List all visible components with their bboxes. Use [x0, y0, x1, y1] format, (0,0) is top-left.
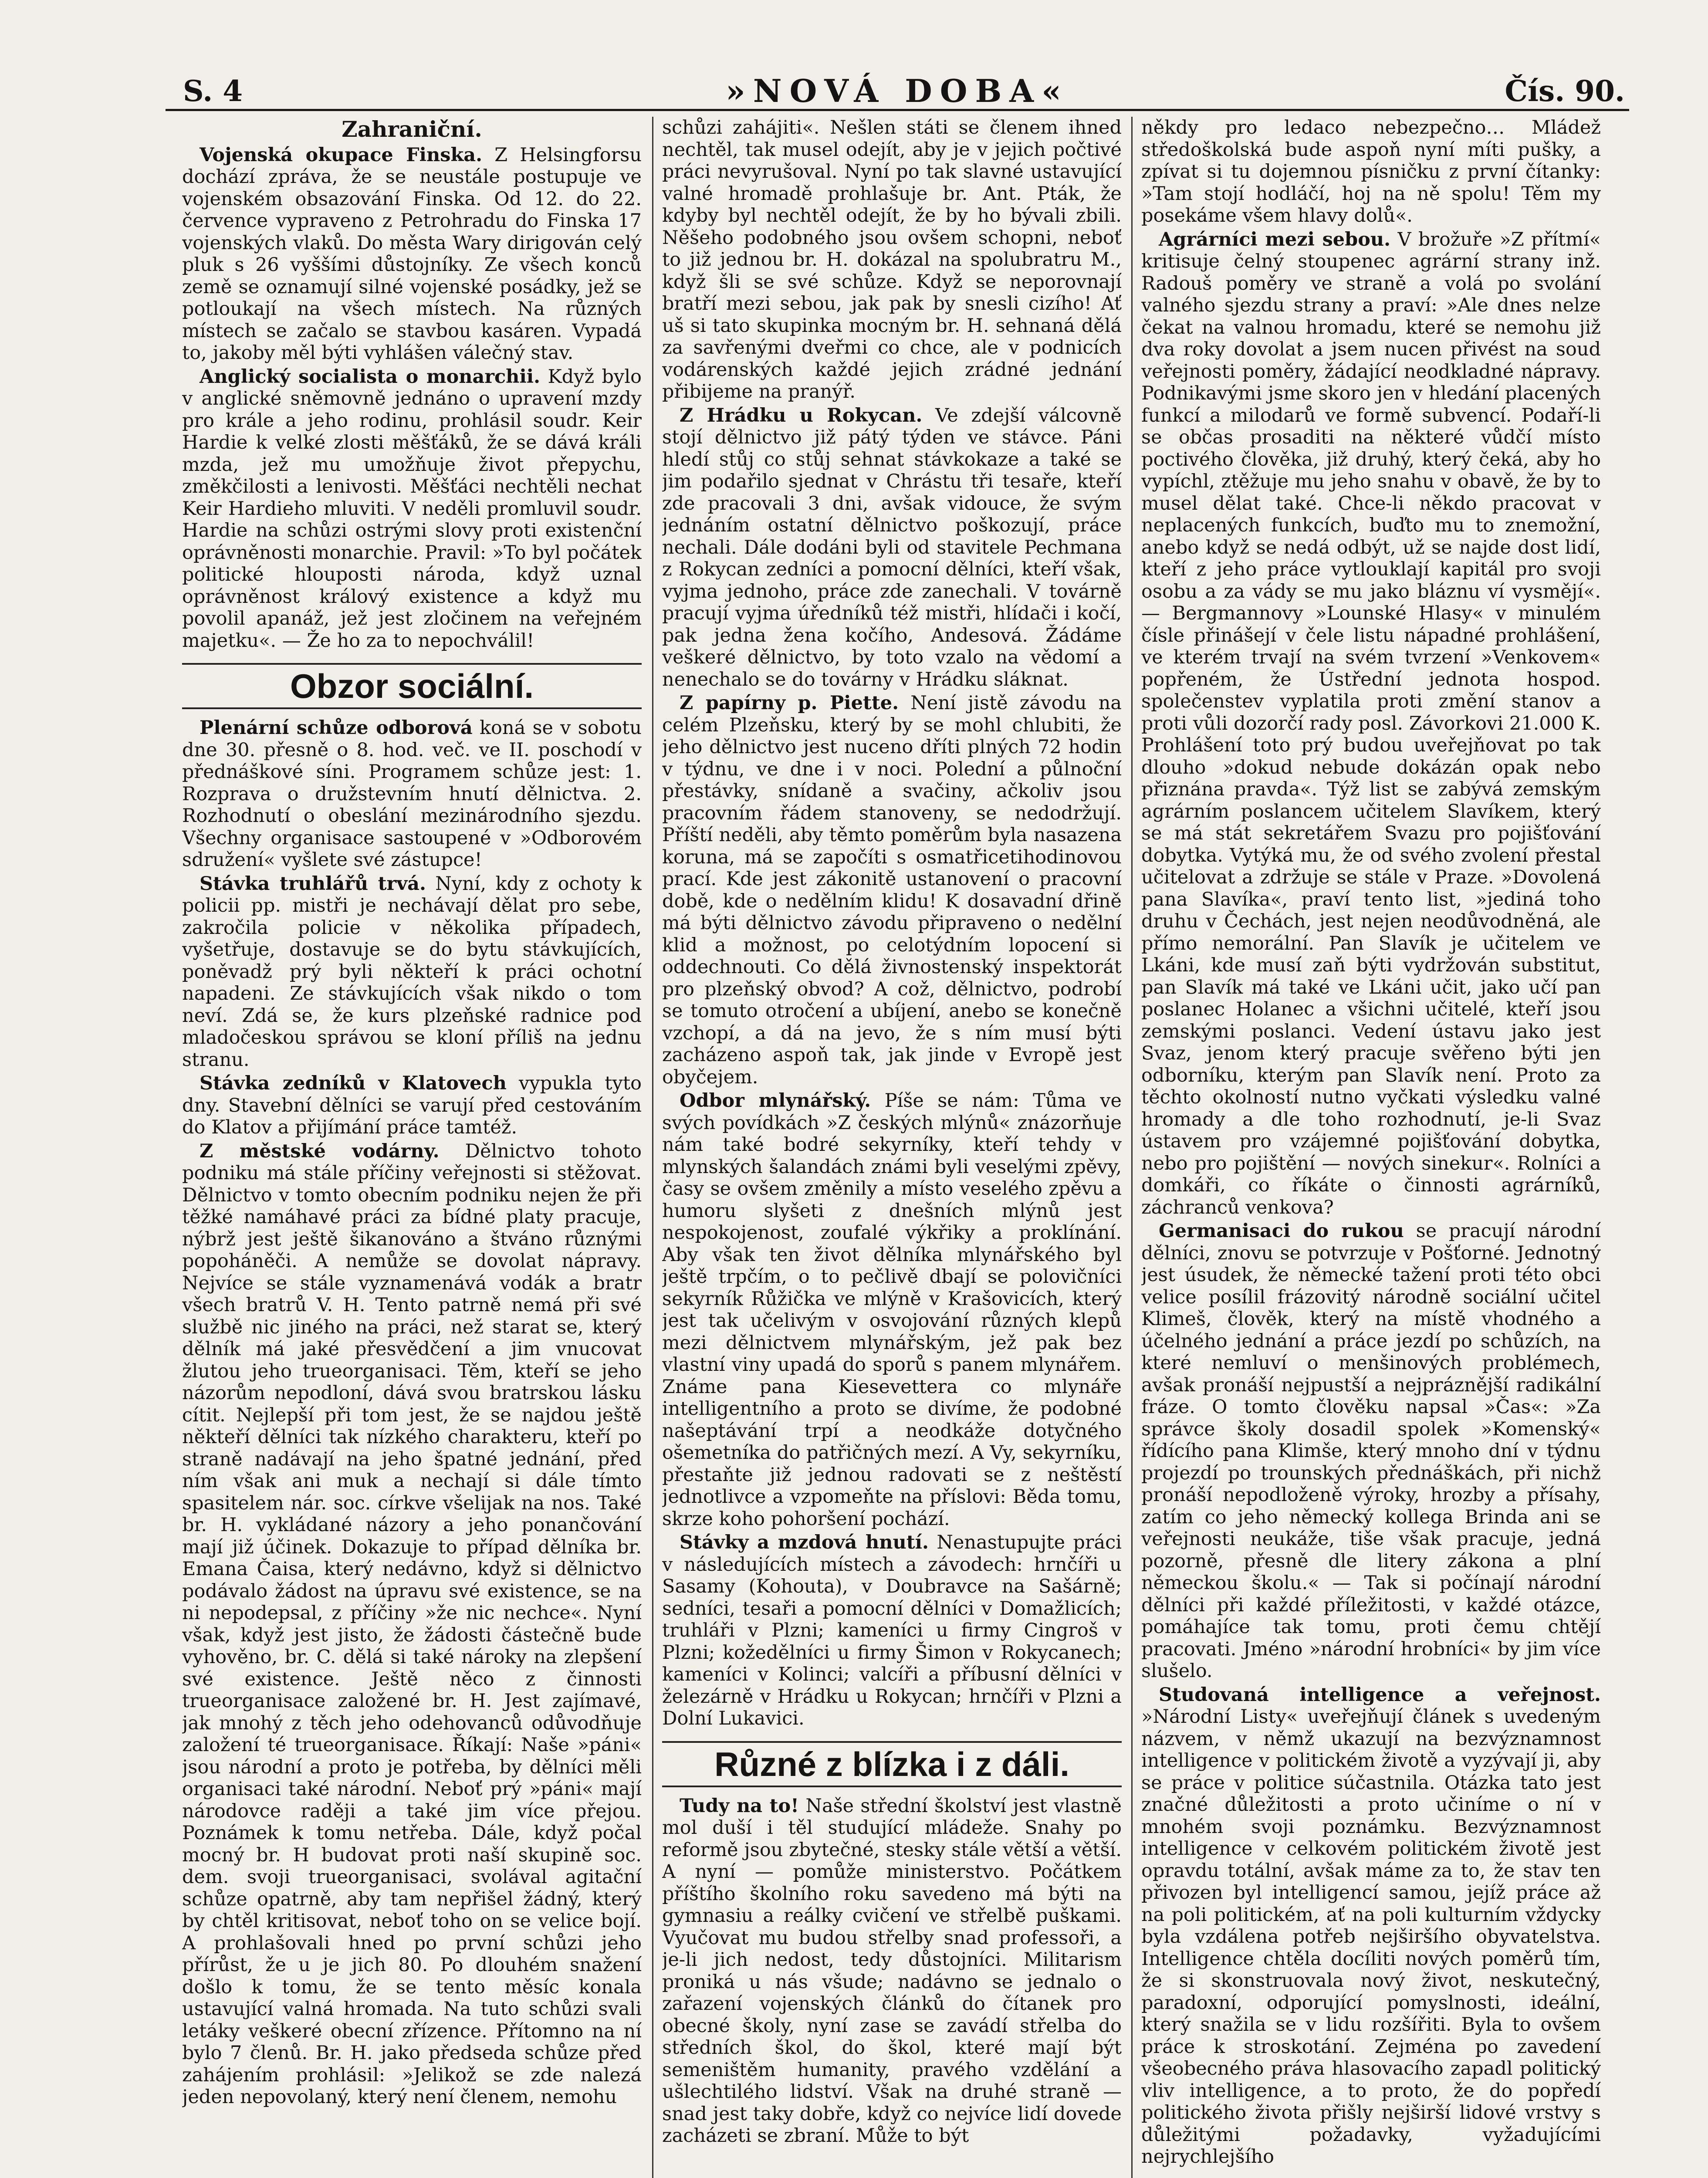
article-strikes-head: Stávky a mzdová hnutí.: [680, 1532, 929, 1553]
article-plenary-head: Plenární schůze odborová: [200, 717, 473, 739]
article-germanisation-head: Germanisaci do rukou: [1159, 1220, 1404, 1242]
column-divider-2: [1131, 117, 1133, 2178]
article-carpenters-head: Stávka truhlářů trvá.: [200, 873, 426, 895]
article-finland-text: Z Helsingforsu dochází zpráva, že se neustále postupuje ve vojenském obsazování Finska. Od 12. do 22. července vypraveno z Petrohradu do Finska 17 vojenských vlaků. Do města Wary dirigován celý pluk s 26 vyššími důstojníky. Ze všech konců země se oznamují silné vojenské posádky, jež se potloukají na všech místech. Na různých místech se začalo se stavbou kasáren. Vypadá to, jakoby měl býti vyhlášen válečný stav.: [182, 144, 642, 364]
article-finland-head: Vojenská okupace Finska.: [200, 144, 483, 166]
article-masons: [182, 1072, 642, 1139]
page-number: S. 4: [183, 74, 243, 108]
article-agrarians-text: V brožuře »Z přítmí« kritisuje čelný stoupenec agrární strany inž. Radouš poměry ve straně a volá po svolání valného sjezdu strany a praví: »Ale dnes nelze čekat na valnou hromadu, které se nemohu již dva roky dovolat a jsem nucen přivést na soud veřejnosti poměry, žádající neodkladné nápravy. Podnikavými jsme skoro jen v hledání placených funkcí a milodarů ve formě subvencí. Podaří-li se občas prosaditi na některé vůdčí místo poctivého člověka, již druhý, který čeká, aby ho vypíchl, ztěžuje mu jeho snahu v obavě, že by to musel dělat také. Chce-li někdo pracovat v neplacených funkcích, buďto mu to znemožní, anebo když se nedá odbýt, už se najde dost lidí, kteří z jeho práce vytlouklají kapitál pro svoji osobu a za vády se mu jako bláznu ví vysmějí«. — Bergmannovy »Lounské Hlasy« v minulém čísle přinášejí v čele listu nápadné prohlášení, ve kterém trvají na svém tvrzení »Venkovem« popřeném, že Ústřední jednota hospod. společenstev vyplatila proti změní stanov a proti vůli dozorčí rady posl. Závorkovi 21.000 K. Prohlášení toto prý budou uveřejňovat po tak dlouho »dokud nebude dokázán opak nebo přiznána pravda«. Týž list se zabývá zemským agrárním poslancem učitelem Slavíkem, který se má stát sekretářem Svazu pro pojišťování dobytka. Vytýká mu, že od svého zvolení přestal učitelovat a zdržuje se stále v Praze. »Dovolená pana Slavíka«, praví tento list, »jediná toho druhu v Čechách, jest nejen neodůvodněná, ale přímo nemorální. Pan Slavík je učitelem ve Lkáni, kde musí zaň býti vydržován substitut, pan Slavík má také ve Lkáni učit, jako učí pan poslanec Holanec a všichni učitelé, kteří jsou zemskými poslanci. Vedení ústavu jako jest Svaz, jenom který pracuje svěřeno býti jen odborníku, kterým pan Slavík není. Proto za těchto okolností nutno vyčkati výsledku valné hromady a dle toho rozhodnutí, je-li Svaz ústavem pro vzájemné pojišťování dobytka, nebo pro pojištění — nových sinekur«. Rolníci a domkáři, co říkáte o činnosti agrárníků, záchranců venkova?: [1141, 228, 1601, 1218]
article-schools-head: Tudy na to!: [680, 1795, 799, 1817]
article-germanisation-text: se pracují národní dělníci, znovu se potvrzuje v Pošťorné. Jednotný jest úsudek, že německé tažení proti této obci velice posílil frázovitý národně sociální učitel Klimeš, člověk, který na místě vhodného a účelného jednání a práce jezdí po schůzích, na které nemluví o menšinových problémech, avšak pronáší nejpustší a nejpráznější radikální fráze. O tomto člověku napsal »Čas«: »Za správce školy dosadil spolek »Komenský« řídícího pana Klimše, který mnoho dní v týdnu projezdí po trounských přednáškách, při nichž pronáší nepodloženě výroky, hrozby a přísahy, zatím co jeho německý kollega Brinda ani se veřejnosti neukáže, tiše však pracuje, jedná pozorně, přesně dle litery zákona a plní německou školu.« — Tak si počínají národní dělníci při každé příležitosti, v každé otázce, pomáhajíce tak tomu, proti čemu chtějí pracovati. Jméno »národní hrobníci« by jim více slušelo.: [1141, 1220, 1601, 1682]
article-masons-text: vypukla tyto dny. Stavební dělníci se varují před cestováním do Klatov a přijímání práce tamtéž.: [182, 1072, 642, 1138]
article-papermill: [662, 692, 1122, 1088]
article-hradek-text: Ve zdejší válcovně stojí dělnictvo již pátý týden ve stávce. Páni hledí stůj co stůj sehnat stávkokaze a také se jim podařilo sjednat v Chrástu tři tesaře, kteří zde pracovali 3 dni, avšak vidouce, že svým jednáním ostatní dělnictvo poškozují, práce nechali. Dále dodáni byli od stavitele Pechmana z Rokycan zedníci a pomocní dělníci, kteří však, vyjma jednoho, práce zde zanechali. V továrně pracují vyjma úředníků též mistři, hlídači i kočí, pak jedna žena kočího, Andesová. Žádáme veškeré dělnictvo, by toto vzalo na vědomí a nenechalo se do továrny v Hrádku sláknat.: [662, 404, 1122, 690]
article-masons-head: Stávka zedníků v Klatovech: [200, 1072, 507, 1094]
article-monarchy-text: Když bylo v anglické sněmovně jednáno o upravení mzdy pro krále a jeho rodinu, prohlásil soudr. Keir Hardie k velké zlosti měšťáků, že se dává králi mzda, jež mu umožňuje život přepychu, změkčilosti a lenivosti. Měšťáci nechtěli nechat Keir Hardieho mluviti. V neděli promluvil soudr. Hardie na schůzi ostrými slovy proti existenční oprávněnosti monarchie. Pravil: »To byl počátek politické hlouposti národa, když uznal oprávněnost králový existence a když mu povolil apanáž, jež jest zločinem na veřejném majetku«. — Že ho za to nepochválil!: [182, 365, 642, 652]
article-millers-head: Odbor mlynářský.: [680, 1090, 871, 1112]
article-carpenters-text: Nyní, kdy z ochoty k policii pp. mistři je nechávají dělat pro sebe, zakročila policie v několika případech, vyšetřuje, dostavuje se do bytu stávkujících, poněvadž prý byli někteří k práci ochotní napadeni. Ze stávkujících však nikdo o tom neví. Zdá se, že kurs plzeňské radnice pod mladočeskou správou se kloní příliš na jednu stranu.: [182, 873, 642, 1071]
article-carpenters: [182, 873, 642, 1071]
article-waterworks-head: Z městské vodárny.: [200, 1140, 440, 1162]
article-waterworks: [182, 1140, 642, 2108]
issue-number: Čís. 90.: [1505, 74, 1625, 108]
section-title-foreign: Zahraniční.: [342, 117, 482, 142]
article-waterworks-cont: schůzi zahájiti«. Nešlen státi se členem ihned nechtěl, tak musel odejít, aby je v jejich počtivé práci nevyrušoval. Nyní po tak slavné ustavující valné hromadě prohlašuje br. Ant. Pták, že kdyby byl nechtěl odejít, že by ho bývali zbili. Něšeho podobného jsou ovšem schopni, neboť to již jednou br. H. dokázal na spolubratru M., když šli se své schůze. Když se neporovnají bratří mezi sebou, jak pak by snesli cizího! Ať uš si tato skupinka mocným br. H. sehnaná dělá za savřenými dveřmi co chce, ale v podnicích vodárenských každé jejich zrádné jednání přibijeme na pranýř.: [662, 117, 1122, 402]
masthead-title: »NOVÁ DOBA«: [725, 72, 1069, 109]
article-plenary: [182, 717, 642, 871]
article-strikes: [662, 1532, 1122, 1730]
article-millers: [662, 1090, 1122, 1530]
article-schools-cont: někdy pro ledaco nebezpečno… Mládež středoškolská bude aspoň nyní míti pušky, a zpívat si tu dojemnou písničku z první čítanky: »Tam stojí hodláčí, hoj na ně spolu! Těm my posekáme všem hlavy dolů«.: [1141, 117, 1601, 227]
article-strikes-text: Nenastupujte práci v následujících místech a závodech: hrnčíři u Sasamy (Kohouta), v Doubravce na Sašárně; sedníci, tesaři a pomocní dělníci v Domažlicích; truhláři v Plzni; kameníci u firmy Cingroš v Plzni; kožedělníci u firmy Šimon v Rokycanech; kameníci v Kolinci; valcíři a příbusní dělníci v železárně v Hrádku u Rokycan; hrnčíři v Plzni a Dolní Lukavici.: [662, 1532, 1122, 1729]
column-1: [182, 117, 642, 2178]
article-monarchy: [182, 366, 642, 652]
column-3: [1141, 117, 1601, 2178]
article-germanisation: [1141, 1220, 1601, 1682]
article-schools-text: Naše střední školství jest vlastně mol duší i těl studující mládeže. Snahy po reformě jsou zbytečné, stesky stále větší a větší. A nyní — pomůže ministerstvo. Počátkem příštího školního roku savedeno má býti na gymnasiu a reálky cvičení ve střelbě puškami. Vyučovat mu budou střelby snad professoři, a je-li jich nedost, tedy důstojníci. Militarism proniká u nás všude; nadávno se jednalo o zařazení vojenských článků do čítanek pro obecné školy, nyní zase se zavádí střelba do středních škol, do škol, které mají být semeništěm humanity, pravého vzdělání a ušlechtilého lidství. Však na druhé straně — snad jest taky dobře, když co nejvíce lidí dovede zacházeti se zbraní. Může to být: [662, 1795, 1122, 2147]
column-2: [662, 117, 1122, 2178]
section-title-social: Obzor sociální.: [182, 663, 642, 709]
column-divider-1: [652, 117, 653, 2178]
article-intelligence: [1141, 1684, 1601, 2168]
article-schools: [662, 1795, 1122, 2147]
article-papermill-head: Z papírny p. Piette.: [680, 692, 899, 714]
article-waterworks-text: Dělnictvo tohoto podniku má stále příčiny veřejnosti si stěžovat. Dělnictvo v tomto obecním podniku nejen že při těžké namáhavé práci za bídné platy pracuje, nýbrž jest ještě šikanováno a štváno různými popoháněči. A nemůže se dovolat nápravy. Nejvíce se stále vyznamenává vodák a bratr všech bratrů V. H. Tento patrně nemá při své službě nic jiného na práci, než starat se, který dělník má jaké přesvědčení a jim vnucovat žlutou jeho trueorganisaci. Těm, kteří se jeho názorům nepodloní, dává svou bratrskou lásku cítit. Nejlepší při tom jest, že se najdou ještě někteří dělníci tak nízkého charakteru, kteří po straně nadávají na jeho špatné jednání, před ním však ani muk a nechají si dále tímto spasitelem nár. soc. církve všelijak na nos. Také br. H. vykládané názory a jeho ponančování mají již účinek. Dokazuje to případ dělníka br. Emana Čaisa, který nedávno, když si dělnictvo podávalo žádost na úpravu své existence, se na ni nepodepsal, z příčiny »že nic nechce«. Nyní však, když jest jisto, že žádosti částečně bude vyhověno, br. C. dělá si také nároky na zlepšení své existence. Ještě něco z činnosti trueorganisace založené br. H. Jest zajímavé, jak mnohý z těch jeho odehovanců odůvodňuje založení té trueorganisace. Říkají: Naše »páni« jsou národní a proto je potřeba, by dělníci měli organisaci také národní. Neboť prý »páni« mají národovce raději a také jim více přejou. Poznámek k tomu netřeba. Dále, když počal mocný br. H budovat proti naší skupině soc. dem. svoji trueorganisaci, svolával agitační schůze opatrně, aby tam nepřišel žádný, který by chtěl kritisovat, neboť toho on se velice bojí. A prohlašovali hned po první schůzi jeho přírůst, že u je jich 80. Po dlouhém snažení došlo k tomu, že se tento měsíc konala ustavující valná hromada. Na tuto schůzi svali letáky veškeré obecní zřízence. Přítomno na ní bylo 7 členů. Br. H. jako předseda schůze před zahájením prohlásil: »Jelikož se zde nalezá jeden nepovolaný, který není členem, nemohu: [182, 1140, 642, 2108]
article-agrarians: [1141, 229, 1601, 1219]
article-papermill-text: Není jistě závodu na celém Plzeňsku, který by se mohl chlubiti, že jeho dělnictvo jest nuceno dříti plných 72 hodin v týdnu, ve dne i v noci. Polední a půlnoční přestávky, snídaně a svačiny, ačkoliv jsou pracovním řádem stanoveny, se nedodržují. Příští neděli, aby těmto poměrům byla nasazena koruna, má se započíti s osmatřicetihodinovou prací. Kde jest zákonitě ustanovení o pracovní době, kde o nedělním klidu! K dosavadní dřině má býti dělnictvo závodu připraveno o nedělní klid a možnost, po celotýdním lopocení si oddechnouti. Co dělá živnostenský inspektorát pro plzeňský obvod? A což, dělnictvo, podrobí se tomuto otročení a ubíjení, anebo se konečně vzchopí, a dá na jevo, že s ním musí býti zacházeno aspoň tak, jak jinde v Evropě jest obyčejem.: [662, 692, 1122, 1088]
article-intelligence-head: Studovaná intelligence a veřejnost.: [1159, 1684, 1601, 1706]
article-monarchy-head: Anglický socialista o monarchii.: [200, 365, 541, 388]
article-finland: [182, 144, 642, 364]
article-plenary-text: koná se v sobotu dne 30. přesně o 8. hod. več. ve II. poschodí v přednáškové síni. Programem schůze jest: 1. Rozprava o družstevním hnutí dělnictva. 2. Rozhodnutí o obeslání mezinárodního sjezdu. Všechny organisace sastoupené v »Odborovém sdružení« vyšlete své zástupce!: [182, 717, 642, 871]
article-agrarians-head: Agrárníci mezi sebou.: [1159, 228, 1391, 250]
article-intelligence-text: »Národní Listy« uveřejňují článek s uvedeným názvem, v němž ukazují na bezvýznamnost intelligence v politickém životě a vyzývají ji, aby se práce v politice súčastnila. Otázka tato jest značné důležitosti a proto učiníme o ní v mnohém svoji poznámku. Bezvýznamnost intelligence v celkovém politickém životě jest opravdu totální, avšak máme za to, že stav ten přivozen byl intelligencí samou, jejíž práce až na poli politickém, ať na poli kulturním vždycky byla vzdálena potřeb nejširšího obyvatelstva. Intelligence chtěla docíliti nových poměrů tím, že si skonstruovala nový život, neskutečný, paradoxní, odporující pomyslnosti, ideální, který snažila se v lidu rozšířiti. Byla to ovšem práce k stroskotání. Zejména po zavedení všeobecného práva hlasovacího zapadl politický vliv intelligence, a to proto, že do popředí politického života přišly nejširší lidové vrstvy s důležitými požadavky, vyžadujícími nejrychlejšího: [1141, 1706, 1601, 2168]
article-hradek-head: Z Hrádku u Rokycan.: [680, 404, 923, 426]
article-hradek: [662, 405, 1122, 691]
section-title-misc: Různé z blízka i z dáli.: [662, 1741, 1122, 1787]
page-header: [166, 65, 1629, 111]
article-millers-text: Píše se nám: Tůma ve svých povídkách »Z českých mlýnů« znázorňuje nám také bodré sekyrníky, kteří tehdy v mlynských šalandách známi byli veselými zpěvy, časy se ovšem změnily a místo veselého zpěvu a humoru slyšeti z dnešních mlýnů jest nespokojenost, zoufalé výkřiky a proklínání. Aby však ten život dělníka mlynářského byl ještě trpčím, o to pečlivě dbají se polovičníci sekyrník Růžička ve mlýně v Krašovicích, který jest tak učelivým v osvojování různých klepů mezi dělnictvem mlynářským, jež pak bez vlastní viny upadá do sporů s panem mlynářem. Známe pana Kiesevettera co mlynáře intelligentního a proto se divíme, že podobné našeptávání trpí a neodkáže dotyčného ošemetníka do patřičných mezí. A Vy, sekyrníku, přestaňte již jednou radovati se z neštěstí jednotlivce a vzpomeňte na příslovi: Běda tomu, skrze koho pohoršení pochází.: [662, 1090, 1122, 1530]
